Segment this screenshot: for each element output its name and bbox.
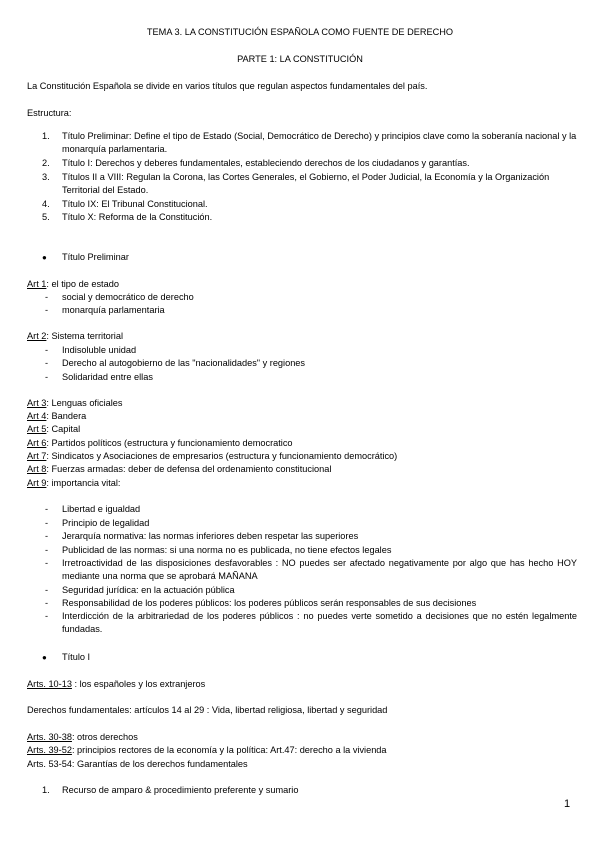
article-line: Arts. 10-13 : los españoles y los extranjeros [27,679,206,689]
article-line: Art 6: Partidos políticos (estructura y funcionamiento democratico [27,438,293,448]
article-line: Art 3: Lenguas oficiales [27,398,123,408]
document-page: TEMA 3. LA CONSTITUCIÓN ESPAÑOLA COMO FUENTE DE DERECHO PARTE 1: LA CONSTITUCIÓN La Constitución Española se divide en varios títulos que regulan aspectos fundamentales del país. Estructura: 1. Título Preliminar: Define el tipo de Estado (Social, Democrático de Derecho) y principios clave como la soberanía nacional y la monarquía parlamentaria. 2. Título I: Derechos y deberes fundamentales, estableciendo derechos de los ciudadanos y garantías. 3. Títulos II a VIII: Regulan la Corona, las Cortes Generales, el Gobierno, el Poder Judicial, la Economía y la Organización Territorial del Estado. 4. Título IX: El Tribunal Constitucional. 5. Título X: Reforma de la Constitución. ● Título Preliminar Art 1: el tipo de estado - social y democrático de derecho - monarquía parlamentaria Art 2: Sistema territorial - Indisoluble unidad - Derecho al autogobierno de las "nacionalidades" y regiones - Solidaridad entre ellas Art 3: Lenguas oficiales Art 4: Bandera Art 5: Capital Art 6: Partidos políticos (estructura y funcionamiento democratico Art 7: Sindicatos y Asociaciones de empresarios (estructura y funcionamiento democrático) Art 8: Fuerzas armadas: deber de defensa del ordenamiento constitucional Art 9: importancia vital: - Libertad e igualdad - Principio de legalidad - Jerarquía normativa: las normas inferiores deben respetar las superiores - Publicidad de las normas: si una norma no es publicada, no tiene efectos legales - Irretroactividad de las disposiciones desfavorables : NO puedes ser afectado negativamente por algo que has hecho HOY mediante una norma que se aprobará MAÑANA - Seguridad jurídica: en la actuación pública - Responsabilidad de los poderes públicos: los poderes públicos serán responsables de sus decisiones - Interdicción de la arbitrariedad de los poderes públicos : no puedes verte sometido a decisiones que no estén legalmente fundadas. ● Título I Arts. 10-13 : los españoles y los extranjeros Derechos fundamentales: artículos 14 al 29 : Vida, libertad religiosa, libertad y seguridad Arts. 30-38: otros derechos Arts. 39-52: principios rectores de la economía y la política: Art.47: derecho a la vivienda Arts. 53-54: Garantías de los derechos fundamentales 1. Recurso de amparo & procedimiento preferente y sumario 1 [0,0,600,848]
article-line: Arts. 53-54: Garantías de los derechos fundamentales [27,759,248,769]
intro-paragraph: La Constitución Española se divide en varios títulos que regulan aspectos fundamentales del país. [27,81,428,91]
article-heading: Art 1: el tipo de estado [27,279,119,289]
article-line: Art 7: Sindicatos y Asociaciones de empresarios (estructura y funcionamiento democrático) [27,451,398,461]
bullet-icon: ● [42,253,47,262]
article-line: Arts. 30-38: otros derechos [27,732,138,742]
article-line: Art 8: Fuerzas armadas: deber de defensa del ordenamiento constitucional [27,464,332,474]
bullet-icon: ● [42,653,47,662]
page-number: 1 [564,798,571,810]
article-line: Art 9: importancia vital: [27,478,121,488]
article-line: Art 5: Capital [27,424,81,434]
article-line: Arts. 39-52: principios rectores de la economía y la política: Art.47: derecho a la vivienda [27,745,387,755]
estructura-label: Estructura: [27,108,72,118]
article-line: Art 4: Bandera [27,411,87,421]
derechos-line: Derechos fundamentales: artículos 14 al 29 : Vida, libertad religiosa, libertad y seguridad [27,705,388,715]
document-title: TEMA 3. LA CONSTITUCIÓN ESPAÑOLA COMO FUENTE DE DERECHO [146,27,454,37]
article-heading: Art 2: Sistema territorial [27,331,123,341]
document-subtitle: PARTE 1: LA CONSTITUCIÓN [237,54,363,64]
